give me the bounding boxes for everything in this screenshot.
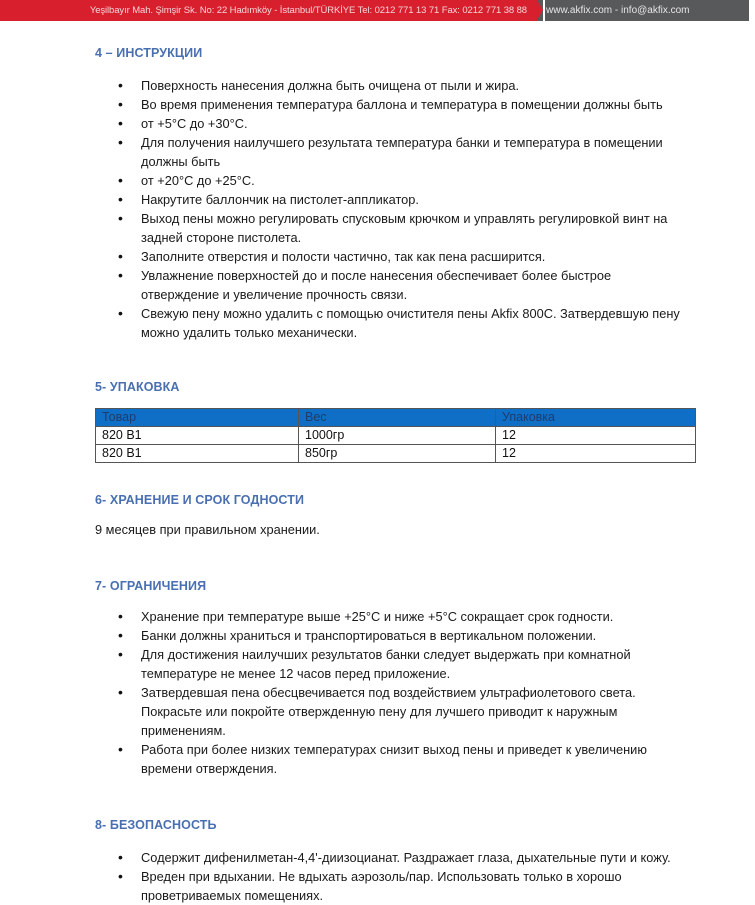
cell-weight: 850гр bbox=[299, 445, 496, 463]
address-band bbox=[0, 0, 537, 21]
section-storage-title: 6- ХРАНЕНИЕ И СРОК ГОДНОСТИ bbox=[95, 493, 305, 507]
list-item: • Банки должны храниться и транспортироваться в вертикальном положении. bbox=[95, 626, 705, 645]
list-item: • Увлажнение поверхностей до и после нанесения обеспечивает более быстрое отверждение и увеличение прочность связи. bbox=[95, 266, 705, 304]
table-header-row bbox=[96, 409, 696, 427]
document-body bbox=[95, 44, 705, 905]
limitations-list bbox=[95, 607, 705, 778]
header-separator bbox=[543, 0, 545, 21]
column-header-product: Товар bbox=[96, 409, 299, 427]
list-item: • Для достижения наилучших результатов банки следует выдержать при комнатной температуре не менее 12 часов перед приложение. bbox=[95, 645, 705, 683]
section-limitations-title: 7- ОГРАНИЧЕНИЯ bbox=[95, 579, 207, 593]
company-address: Yeşilbayır Mah. Şimşir Sk. No: 22 Hadımköy - İstanbul/TÜRKİYE Tel: 0212 771 13 71 Fax: 0212 771 38 88 bbox=[89, 5, 527, 16]
list-item: • Работа при более низких температурах снизит выход пены и приведет к увеличению времени отверждения. bbox=[95, 740, 705, 778]
page-header-bar bbox=[0, 0, 749, 21]
safety-list bbox=[95, 848, 705, 905]
table-row bbox=[96, 445, 696, 463]
instructions-list bbox=[95, 76, 705, 342]
list-item: • Выход пены можно регулировать спусковым крючком и управлять регулировкой винт на задней стороне пистолета. bbox=[95, 209, 705, 247]
list-item: • Заполните отверстия и полости частично, так как пена расширится. bbox=[95, 247, 705, 266]
list-item: • от +5°C до +30°C. bbox=[95, 114, 705, 133]
list-item: • Накрутите баллончик на пистолет-аппликатор. bbox=[95, 190, 705, 209]
list-item: • Поверхность нанесения должна быть очищена от пыли и жира. bbox=[95, 76, 705, 95]
table-row bbox=[96, 427, 696, 445]
storage-text: 9 месяцев при правильном хранении. bbox=[95, 522, 320, 537]
section-safety-title: 8- БЕЗОПАСНОСТЬ bbox=[95, 818, 217, 832]
list-item: • Для получения наилучшего результата температура банки и температура в помещении должны быть bbox=[95, 133, 705, 171]
list-item: • Затвердевшая пена обесцвечивается под воздействием ультрафиолетового света. Покрасьте или покройте отвержденную пену для лучшего приводит к наружным применениям. bbox=[95, 683, 705, 740]
list-item: • Содержит дифенилметан-4,4'-диизоцианат. Раздражает глаза, дыхательные пути и кожу. bbox=[95, 848, 705, 867]
cell-package: 12 bbox=[496, 427, 696, 445]
list-item: • от +20°C до +25°C. bbox=[95, 171, 705, 190]
list-item: • Во время применения температура баллона и температура в помещении должны быть bbox=[95, 95, 705, 114]
cell-package: 12 bbox=[496, 445, 696, 463]
chevron-right-icon bbox=[537, 0, 543, 20]
company-web-contact: www.akfix.com - info@akfix.com bbox=[546, 5, 690, 16]
packaging-table bbox=[95, 408, 696, 463]
section-instructions-title: 4 – ИНСТРУКЦИИ bbox=[95, 46, 203, 60]
column-header-weight: Вес bbox=[299, 409, 496, 427]
list-item: • Свежую пену можно удалить с помощью очистителя пены Akfix 800C. Затвердевшую пену можно удалить только механически. bbox=[95, 304, 705, 342]
cell-product: 820 B1 bbox=[96, 427, 299, 445]
list-item: • Хранение при температуре выше +25°C и ниже +5°C сокращает срок годности. bbox=[95, 607, 705, 626]
cell-product: 820 B1 bbox=[96, 445, 299, 463]
section-packaging-title: 5- УПАКОВКА bbox=[95, 380, 180, 394]
list-item: • Вреден при вдыхании. Не вдыхать аэрозоль/пар. Использовать только в хорошо проветриваемых помещениях. bbox=[95, 867, 705, 905]
contact-band bbox=[537, 0, 749, 21]
column-header-package: Упаковка bbox=[496, 409, 696, 427]
cell-weight: 1000гр bbox=[299, 427, 496, 445]
